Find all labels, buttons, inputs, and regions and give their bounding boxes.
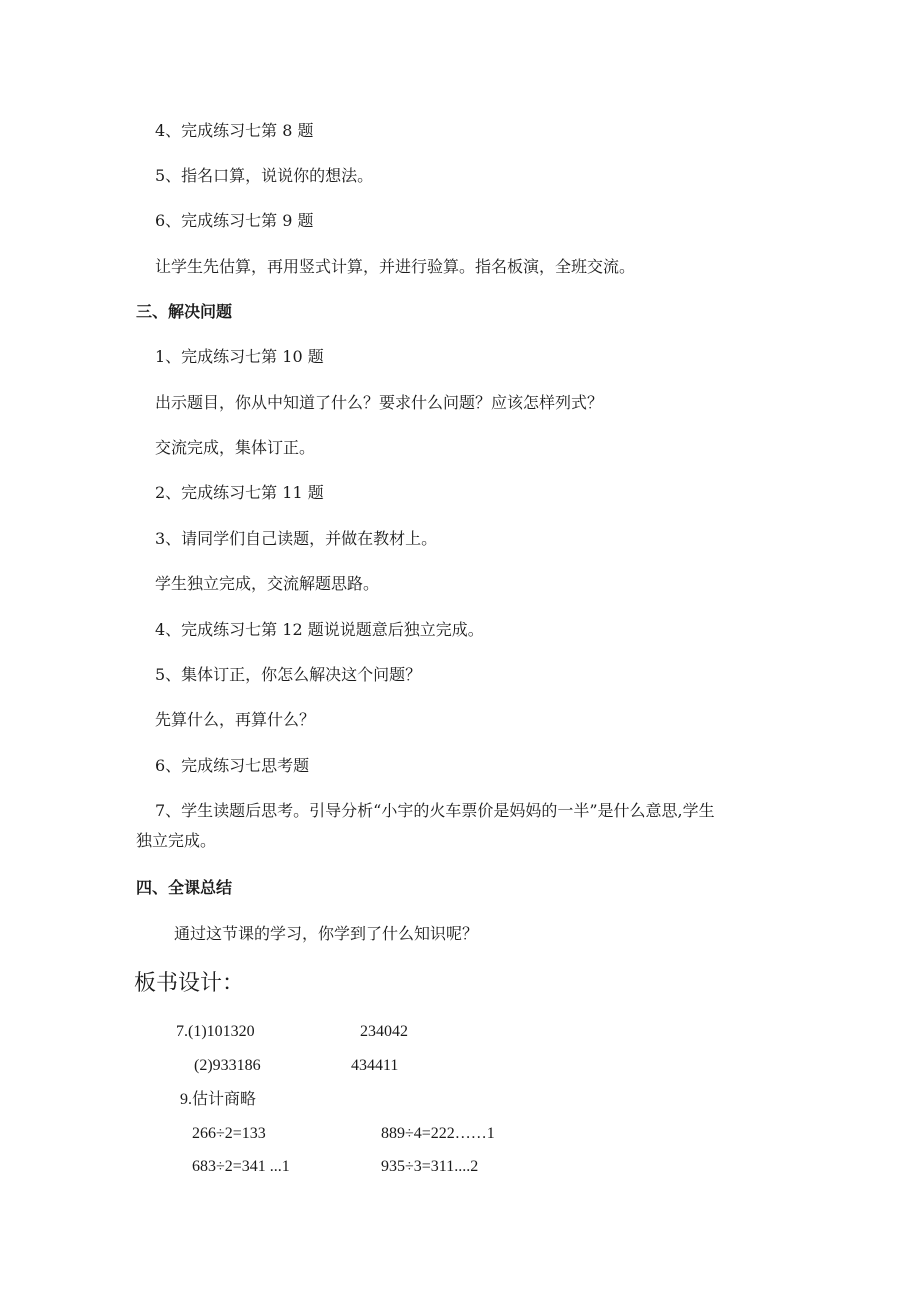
section3-item: 1、完成练习七第 10 题 xyxy=(155,347,324,366)
section4-text: 通过这节课的学习，你学到了什么知识呢？ xyxy=(174,924,479,943)
section3-item: 3、请同学们自己读题，并做在教材上。 xyxy=(155,529,438,548)
section3-item: 出示题目，你从中知道了什么？要求什么问题？应该怎样列式？ xyxy=(155,393,604,412)
board-row1-value: 234042 xyxy=(360,1023,408,1040)
board-eq2-right: 935÷3=311....2 xyxy=(381,1158,479,1175)
board-eq2-left: 683÷2=341 ...1 xyxy=(192,1158,290,1175)
board-row2-label: (2)933186 xyxy=(194,1057,261,1074)
section2-item-4: 4、完成练习七第 8 题 xyxy=(155,121,314,140)
section3-item: 2、完成练习七第 11 题 xyxy=(155,483,324,502)
board-eq1-right: 889÷4=222……1 xyxy=(381,1125,495,1142)
section3-item-7-line2: 独立完成。 xyxy=(136,831,217,850)
board-title: 板书设计： xyxy=(134,971,245,996)
section3-item: 学生独立完成，交流解题思路。 xyxy=(155,574,380,593)
section3-item: 5、集体订正，你怎么解决这个问题？ xyxy=(155,665,422,684)
board-eq1-left: 266÷2=133 xyxy=(192,1125,266,1142)
board-row1-label: 7.(1)101320 xyxy=(176,1023,255,1040)
section3-item: 6、完成练习七思考题 xyxy=(155,756,310,775)
section4-heading: 四、全课总结 xyxy=(136,878,233,897)
board-row3-label: 9.估计商略 xyxy=(180,1091,257,1108)
section3-item-7-line1: 7、学生读题后思考。引导分析“小宇的火车票价是妈妈的一半”是什么意思,学生 xyxy=(155,801,715,820)
section2-item-5: 5、指名口算，说说你的想法。 xyxy=(155,166,374,185)
section3-item: 先算什么，再算什么？ xyxy=(155,710,316,729)
board-row2-value: 434411 xyxy=(351,1057,399,1074)
section2-note: 让学生先估算，再用竖式计算，并进行验算。指名板演，全班交流。 xyxy=(155,257,636,276)
section3-heading: 三、解决问题 xyxy=(136,302,233,321)
section3-item: 4、完成练习七第 12 题说说题意后独立完成。 xyxy=(155,620,484,639)
section2-item-6: 6、完成练习七第 9 题 xyxy=(155,211,314,230)
section3-item: 交流完成，集体订正。 xyxy=(155,438,316,457)
